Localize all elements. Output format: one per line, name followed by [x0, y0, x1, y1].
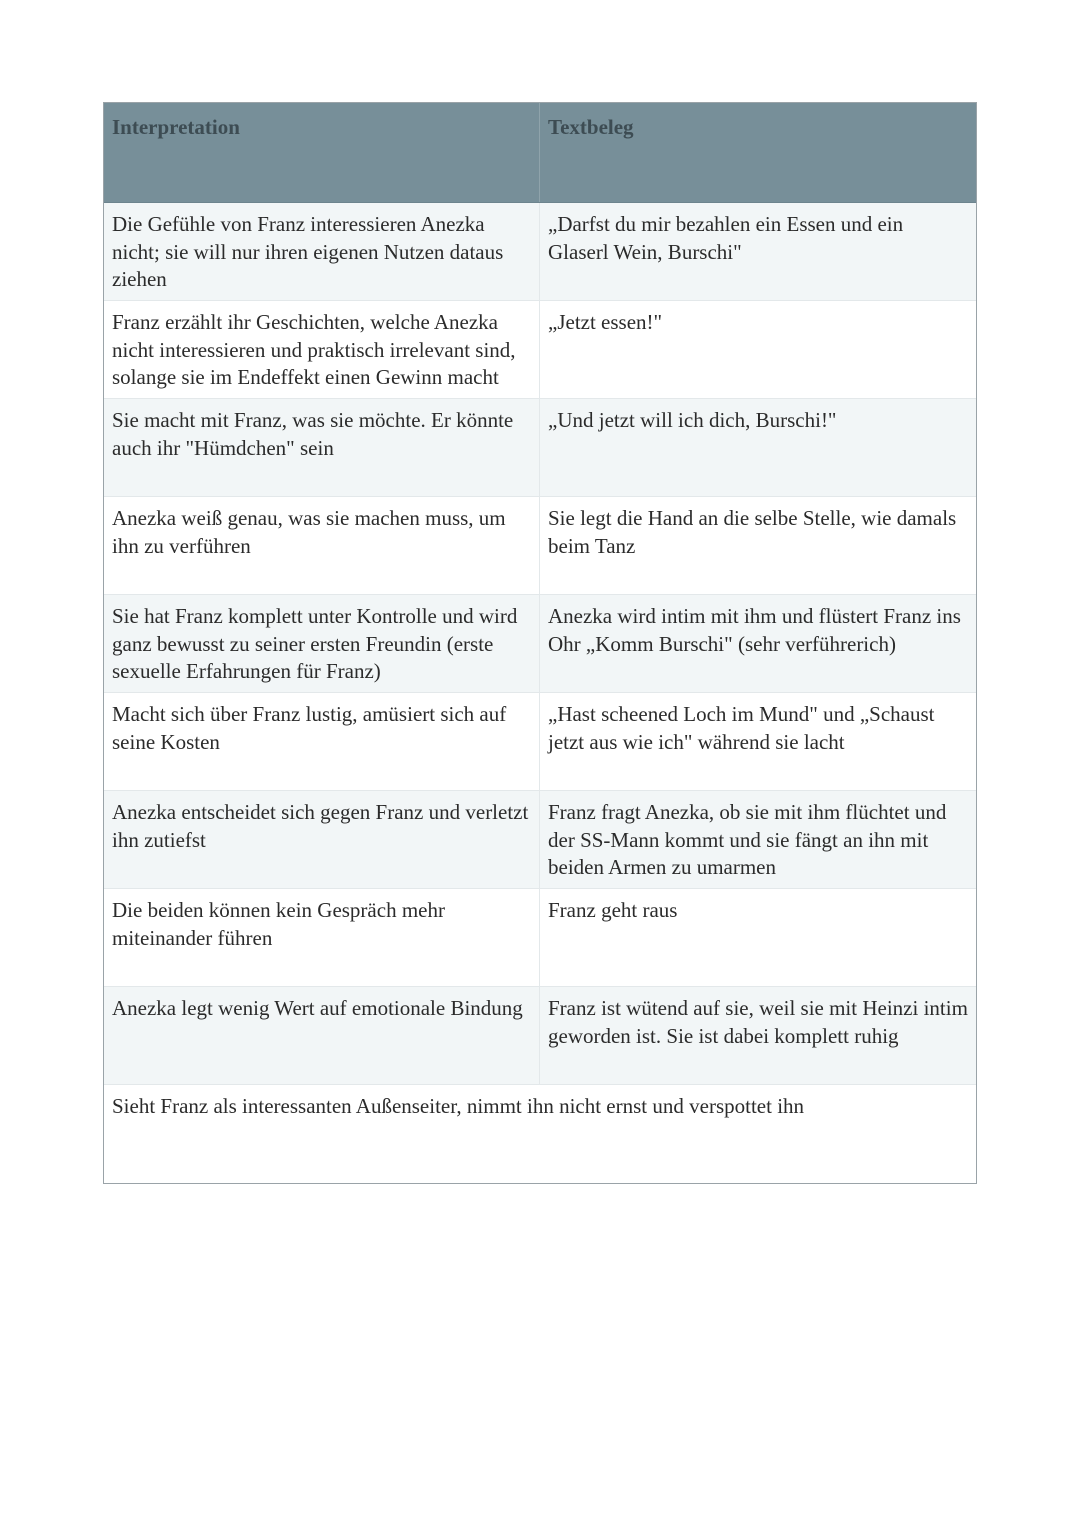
footer-cell: Sieht Franz als interessanten Außenseiter, nimmt ihn nicht ernst und verspottet ihn — [112, 1094, 805, 1118]
table-row — [104, 497, 976, 595]
table-row — [104, 987, 976, 1085]
interpretation-cell: Anezka legt wenig Wert auf emotionale Bindung — [104, 987, 540, 1084]
interpretation-cell: Die beiden können kein Gespräch mehr miteinander führen — [104, 889, 540, 986]
table-row — [104, 889, 976, 987]
interpretation-cell: Anezka weiß genau, was sie machen muss, um ihn zu verführen — [104, 497, 540, 594]
table-row — [104, 791, 976, 889]
textbeleg-cell: Franz geht raus — [548, 898, 678, 922]
header-textbeleg: Textbeleg — [548, 115, 634, 139]
textbeleg-cell: „Darfst du mir bezahlen ein Essen und ein Glaserl Wein, Burschi" — [548, 212, 904, 264]
table-header-row — [104, 103, 976, 203]
table-row — [104, 693, 976, 791]
textbeleg-cell: „Hast scheened Loch im Mund" und „Schaust jetzt aus wie ich" während sie lacht — [548, 702, 935, 754]
table-row — [104, 399, 976, 497]
textbeleg-cell: „Jetzt essen!" — [548, 310, 663, 334]
table-footer-row — [104, 1085, 976, 1183]
interpretation-cell: Macht sich über Franz lustig, amüsiert sich auf seine Kosten — [104, 693, 540, 790]
header-interpretation: Interpretation — [104, 103, 540, 202]
textbeleg-cell: Franz fragt Anezka, ob sie mit ihm flüchtet und der SS-Mann kommt und sie fängt an ihn mit beiden Armen zu umarmen — [548, 800, 947, 879]
interpretation-cell: Sie hat Franz komplett unter Kontrolle und wird ganz bewusst zu seiner ersten Freundin (erste sexuelle Erfahrungen für Franz) — [104, 595, 540, 692]
table-row — [104, 203, 976, 301]
interpretation-table — [103, 102, 977, 1184]
textbeleg-cell: Anezka wird intim mit ihm und flüstert Franz ins Ohr „Komm Burschi" (sehr verführerich) — [548, 604, 961, 656]
interpretation-cell: Anezka entscheidet sich gegen Franz und verletzt ihn zutiefst — [104, 791, 540, 888]
textbeleg-cell: Sie legt die Hand an die selbe Stelle, wie damals beim Tanz — [548, 506, 957, 558]
interpretation-cell: Franz erzählt ihr Geschichten, welche Anezka nicht interessieren und praktisch irrelevant sind, solange sie im Endeffekt einen Gewinn macht — [104, 301, 540, 398]
textbeleg-cell: Franz ist wütend auf sie, weil sie mit Heinzi intim geworden ist. Sie ist dabei komplett ruhig — [548, 996, 968, 1048]
interpretation-cell: Die Gefühle von Franz interessieren Anezka nicht; sie will nur ihren eigenen Nutzen dataus ziehen — [104, 203, 540, 300]
table-row — [104, 595, 976, 693]
table-row — [104, 301, 976, 399]
interpretation-cell: Sie macht mit Franz, was sie möchte. Er könnte auch ihr "Hümdchen" sein — [104, 399, 540, 496]
textbeleg-cell: „Und jetzt will ich dich, Burschi!" — [548, 408, 837, 432]
